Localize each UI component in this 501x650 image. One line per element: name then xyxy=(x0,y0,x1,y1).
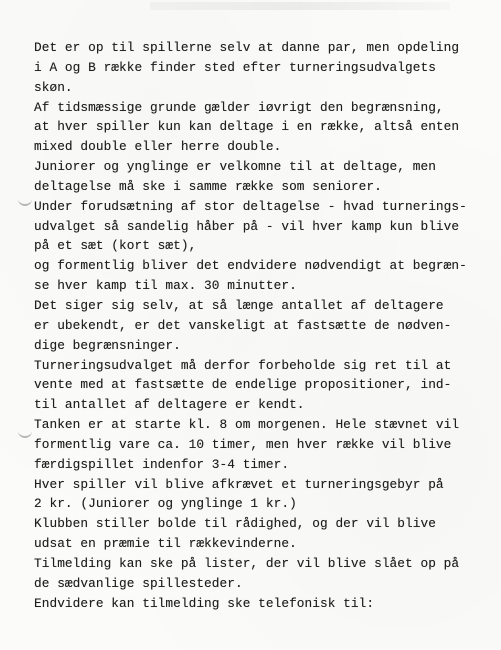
text-line: Det er op til spillerne selv at danne par, men opdeling xyxy=(34,40,460,55)
text-line: Det siger sig selv, at så længe antallet af deltagere xyxy=(34,297,444,313)
document-body xyxy=(34,38,494,613)
text-line: Tilmelding kan ske på lister, der vil blive slået op på xyxy=(34,555,460,571)
text-line: vente med at fastsætte de endelige propositioner, ind- xyxy=(34,377,452,393)
text-line: færdigspillet indenfor 3-4 timer. xyxy=(34,456,290,472)
text-line: Af tidsmæssige grunde gælder iøvrigt den begrænsning, xyxy=(34,99,444,115)
text-line: skøn. xyxy=(34,79,73,95)
text-line: formentlig vare ca. 10 timer, men hver række vil blive xyxy=(34,436,452,452)
text-line: dige begrænsninger. xyxy=(34,337,181,353)
text-line: Juniorer og ynglinge er velkomne til at deltage, men xyxy=(34,159,436,175)
text-line: se hver kamp til max. 30 minutter. xyxy=(34,278,297,294)
text-line: de sædvanlige spillesteder. xyxy=(34,575,243,591)
text-line: Under forudsætning af stor deltagelse - hvad turnerings- xyxy=(34,198,467,214)
text-line: Klubben stiller bolde til rådighed, og der vil blive xyxy=(34,516,436,532)
text-line: Endvidere kan tilmelding ske telefonisk til: xyxy=(34,595,375,611)
text-line: Hver spiller vil blive afkrævet et turneringsgebyr på xyxy=(34,476,444,492)
text-line: og formentlig bliver det endvidere nødvendigt at begræn- xyxy=(34,258,467,274)
faded-header-bleed xyxy=(150,2,450,10)
text-line: til antallet af deltagere er kendt. xyxy=(34,397,305,413)
text-line: Tanken er at starte kl. 8 om morgenen. Hele stævnet vil xyxy=(34,417,460,433)
text-line: udvalget så sandelig håber på - vil hver kamp kun blive xyxy=(34,218,460,234)
text-line: 2 kr. (Juniorer og ynglinge 1 kr.) xyxy=(34,496,297,512)
text-line: på et sæt (kort sæt), xyxy=(34,238,197,254)
text-line: er ubekendt, er det vanskeligt at fastsætte de nødven- xyxy=(34,317,452,333)
punch-hole-mark-lower xyxy=(18,428,32,438)
text-line: udsat en præmie til rækkevinderne. xyxy=(34,536,297,552)
text-line: Turneringsudvalget må derfor forbeholde sig ret til at xyxy=(34,357,452,373)
text-line: i A og B række finder sted efter turneringsudvalgets xyxy=(34,59,436,75)
punch-hole-mark-upper xyxy=(18,196,32,206)
text-line: at hver spiller kun kan deltage i en række, altså enten xyxy=(34,119,460,135)
text-line: mixed double eller herre double. xyxy=(34,139,282,155)
text-line: deltagelse må ske i samme række som seniorer. xyxy=(34,178,382,194)
